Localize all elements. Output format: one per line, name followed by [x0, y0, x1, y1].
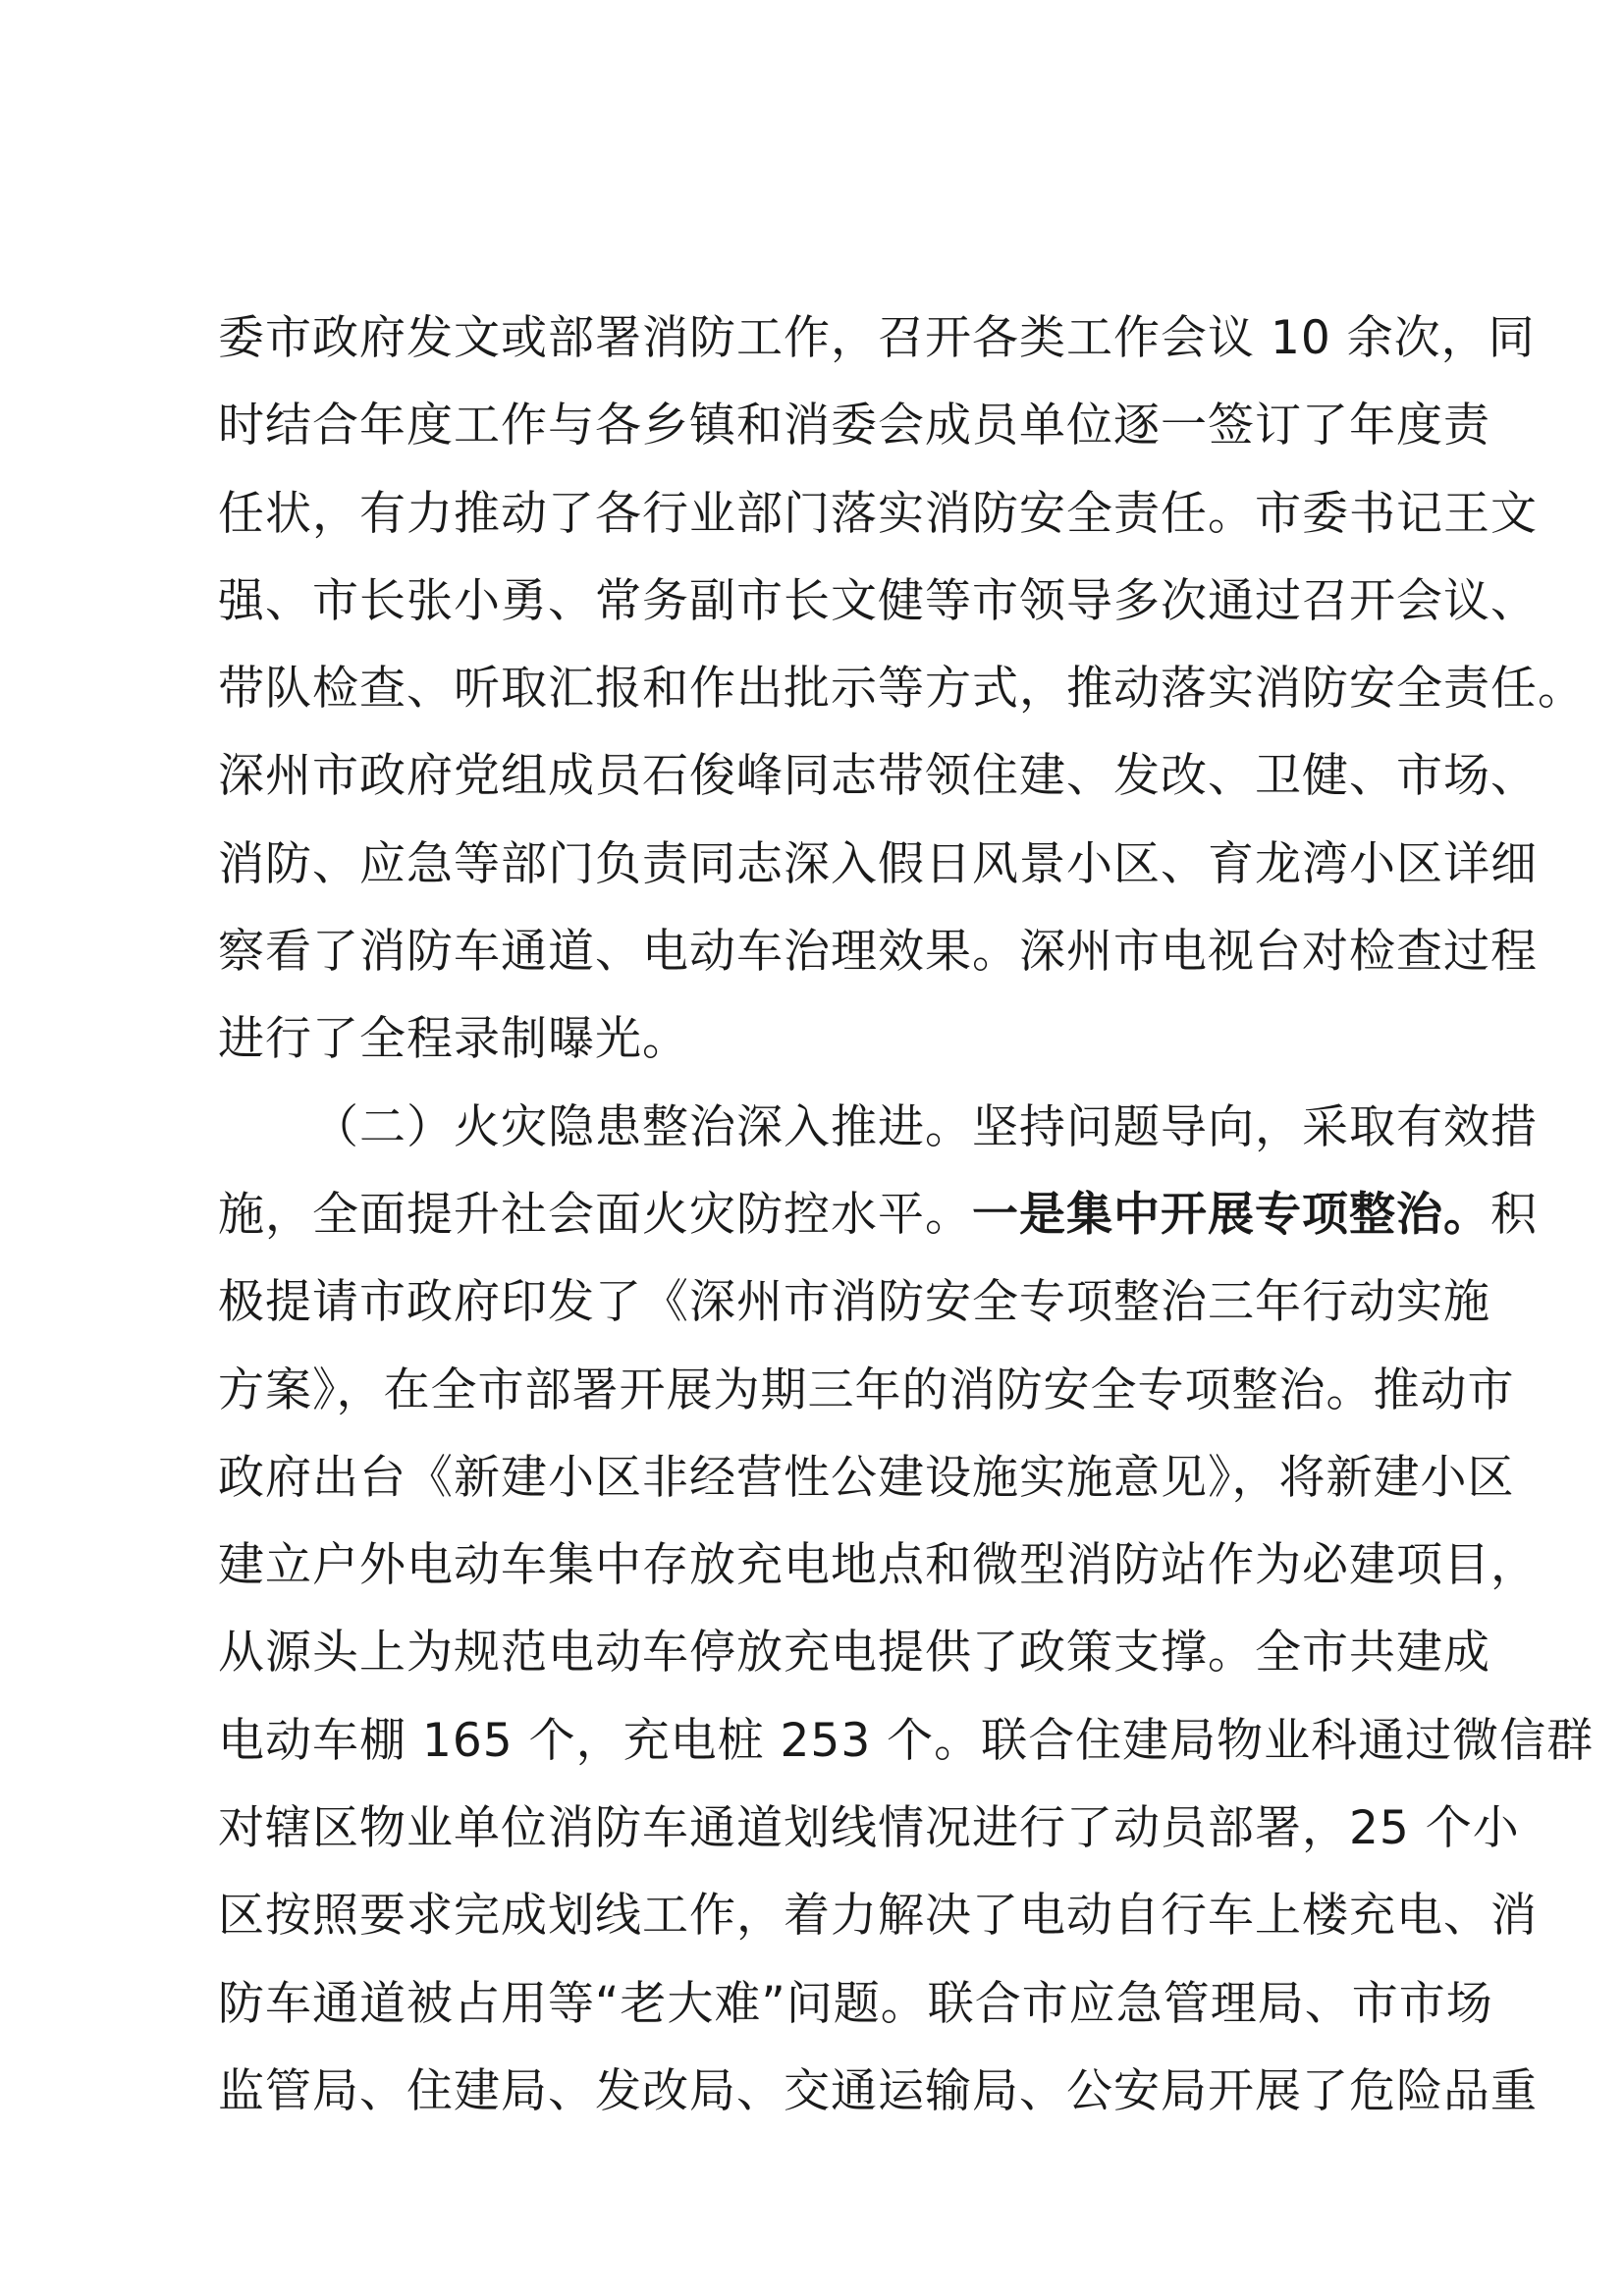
text-line	[218, 558, 1538, 645]
text-line	[218, 732, 1538, 820]
text-line	[218, 1347, 1515, 1434]
text-line	[218, 1872, 1538, 1959]
paragraph-text: 积	[1490, 1187, 1538, 1242]
text-line	[218, 1434, 1515, 1522]
paragraph-text: 电动车棚 165 个，充电桩 253 个。联合住建局物业科通过微信群	[218, 1713, 1595, 1768]
paragraph-text: 防车通道被占用等“老大难”问题。联合市应急管理局、市市场	[218, 1976, 1493, 2031]
text-line	[218, 1697, 1595, 1785]
paragraph-text: 方案》，在全市部署开展为期三年的消防安全专项整治。推动市	[218, 1362, 1515, 1417]
paragraph-text: 任状，有力推动了各行业部门落实消防安全责任。市委书记王文	[218, 486, 1538, 541]
paragraph-text: 区按照要求完成划线工作，着力解决了电动自行车上楼充电、消	[218, 1889, 1538, 1944]
text-line	[218, 294, 1536, 382]
paragraph-text: （二）火灾隐患整治深入推进。坚持问题导向，采取有效措	[312, 1099, 1538, 1154]
paragraph-text: 察看了消防车通道、电动车治理效果。深州市电视台对检查过程	[218, 925, 1538, 980]
paragraph-text: 委市政府发文或部署消防工作，召开各类工作会议 10 余次，同	[218, 311, 1536, 365]
paragraph-text: 时结合年度工作与各乡镇和消委会成员单位逐一签订了年度责	[218, 399, 1490, 454]
text-line	[218, 1258, 1490, 1346]
text-line	[218, 1171, 1538, 1258]
paragraph-text: 建立户外电动车集中存放充电地点和微型消防站作为必建项目，	[218, 1538, 1538, 1593]
text-line	[218, 645, 1585, 732]
body-text	[218, 294, 1595, 2135]
text-line	[218, 1609, 1490, 1696]
paragraph-text: 极提请市政府印发了《深州市消防安全专项整治三年行动实施	[218, 1275, 1490, 1330]
text-line	[218, 382, 1490, 469]
text-line	[218, 1084, 1538, 1171]
text-line	[218, 821, 1538, 908]
text-line	[218, 1522, 1538, 1609]
text-line	[218, 1960, 1493, 2048]
bold-heading-text: 一是集中开展专项整治。	[972, 1187, 1490, 1242]
paragraph-text: 带队检查、听取汇报和作出批示等方式，推动落实消防安全责任。	[218, 662, 1585, 717]
text-line	[218, 470, 1538, 558]
paragraph-text: 监管局、住建局、发改局、交通运输局、公安局开展了危险品重	[218, 2063, 1538, 2118]
text-line	[218, 2048, 1538, 2135]
paragraph-text: 强、市长张小勇、常务副市长文健等市领导多次通过召开会议、	[218, 573, 1538, 628]
paragraph-text: 从源头上为规范电动车停放充电提供了政策支撑。全市共建成	[218, 1626, 1490, 1681]
paragraph-text: 深州市政府党组成员石俊峰同志带领住建、发改、卫健、市场、	[218, 749, 1538, 804]
text-line	[218, 1785, 1520, 1872]
text-line	[218, 995, 1445, 1083]
paragraph-text: 进行了全程录制曝光。	[218, 1012, 689, 1067]
paragraph-text: 政府出台《新建小区非经营性公建设施实施意见》，将新建小区	[218, 1450, 1515, 1505]
paragraph-text: 消防、应急等部门负责同志深入假日风景小区、育龙湾小区详细	[218, 836, 1538, 891]
text-line	[218, 908, 1538, 995]
paragraph-text: 施，全面提升社会面火灾防控水平。	[218, 1187, 972, 1242]
paragraph-text: 对辖区物业单位消防车通道划线情况进行了动员部署，25 个小	[218, 1801, 1520, 1856]
